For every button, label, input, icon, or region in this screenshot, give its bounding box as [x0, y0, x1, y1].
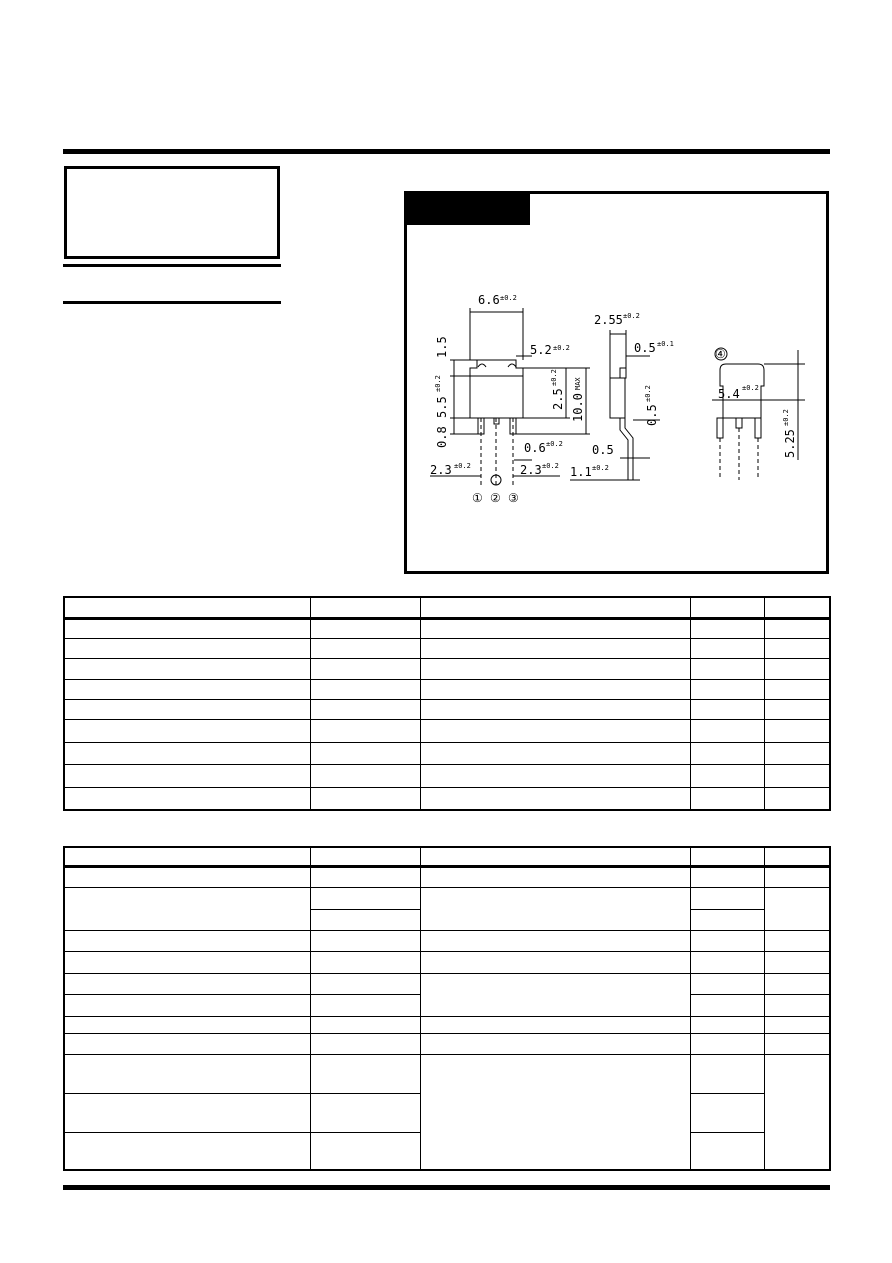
dim-lead-offset: 0.5 — [592, 443, 614, 457]
table-row — [64, 1016, 830, 1033]
pin-label-3: ③ — [508, 491, 519, 505]
table-row — [64, 866, 830, 887]
table-row — [64, 952, 830, 973]
table-row — [64, 973, 830, 994]
dim-tab-thick: 0.5 — [634, 341, 656, 355]
table-row — [64, 888, 830, 909]
table-row — [64, 931, 830, 952]
front-view-head — [470, 360, 523, 376]
dim-pitch-right: 2.3 — [520, 463, 542, 477]
table-header-row — [64, 597, 830, 618]
dim-body-len-tol: ±0.2 — [434, 375, 442, 392]
front-view-body — [470, 376, 523, 418]
dim-height-25: 2.5 — [551, 388, 565, 410]
package-outline-drawing — [420, 290, 820, 520]
tab-pin-label: ④ — [715, 347, 726, 361]
dim-lead-len: 0.8 — [435, 426, 449, 448]
title-underline-2 — [63, 301, 281, 304]
table-row — [64, 765, 830, 788]
table-row — [64, 618, 830, 638]
dim-head-width-tol: ±0.2 — [553, 344, 570, 352]
pin-label-2: ② — [490, 491, 501, 505]
table-row — [64, 639, 830, 659]
bottom-rule — [63, 1185, 830, 1190]
dim-body-width-tol: ±0.2 — [500, 294, 517, 302]
dim-rear-width: 5.4 — [718, 387, 740, 401]
dim-height-max: 10.0 — [571, 393, 585, 422]
title-underline-1 — [63, 264, 281, 267]
dim-top-len: 1.5 — [435, 336, 449, 358]
dim-pitch-left-tol: ±0.2 — [454, 462, 471, 470]
dim-lead-width: 0.6 — [524, 441, 546, 455]
pin-label-1: ① — [472, 491, 483, 505]
table-row — [64, 700, 830, 720]
dim-height-25-tol: ±0.2 — [550, 369, 558, 386]
dim-lead-width-tol: ±0.2 — [546, 440, 563, 448]
table-row — [64, 679, 830, 699]
dim-rear-height-tol: ±0.2 — [782, 409, 790, 426]
dim-side-total-tol: ±0.2 — [592, 464, 609, 472]
dim-thickness-tol: ±0.2 — [623, 312, 640, 320]
dim-rear-width-tol: ±0.2 — [742, 384, 759, 392]
characteristics-table — [63, 846, 831, 1171]
dim-pitch-left: 2.3 — [430, 463, 452, 477]
dim-lead-thick-v: 0.5 — [645, 404, 659, 426]
ratings-table — [63, 596, 831, 811]
dim-thickness: 2.55 — [594, 313, 623, 327]
side-view-body — [610, 378, 625, 418]
dim-pitch-right-tol: ±0.2 — [542, 462, 559, 470]
table-header-row — [64, 847, 830, 866]
dim-side-total: 1.1 — [570, 465, 592, 479]
dim-head-width: 5.2 — [530, 343, 552, 357]
table-row — [64, 1055, 830, 1094]
table-row — [64, 659, 830, 679]
drawing-panel-label-bar — [406, 193, 530, 225]
top-rule — [63, 149, 830, 154]
dim-height-max-suffix: MAX — [574, 377, 582, 390]
table-row — [64, 720, 830, 743]
dim-body-len: 5.5 — [435, 396, 449, 418]
dim-lead-thick-v-tol: ±0.2 — [644, 385, 652, 402]
dim-tab-thick-tol: ±0.1 — [657, 340, 674, 348]
table-row — [64, 787, 830, 810]
part-number-box — [64, 166, 280, 259]
dim-body-width: 6.6 — [478, 293, 500, 307]
dim-rear-height: 5.25 — [783, 429, 797, 458]
table-row — [64, 1033, 830, 1054]
table-row — [64, 742, 830, 765]
